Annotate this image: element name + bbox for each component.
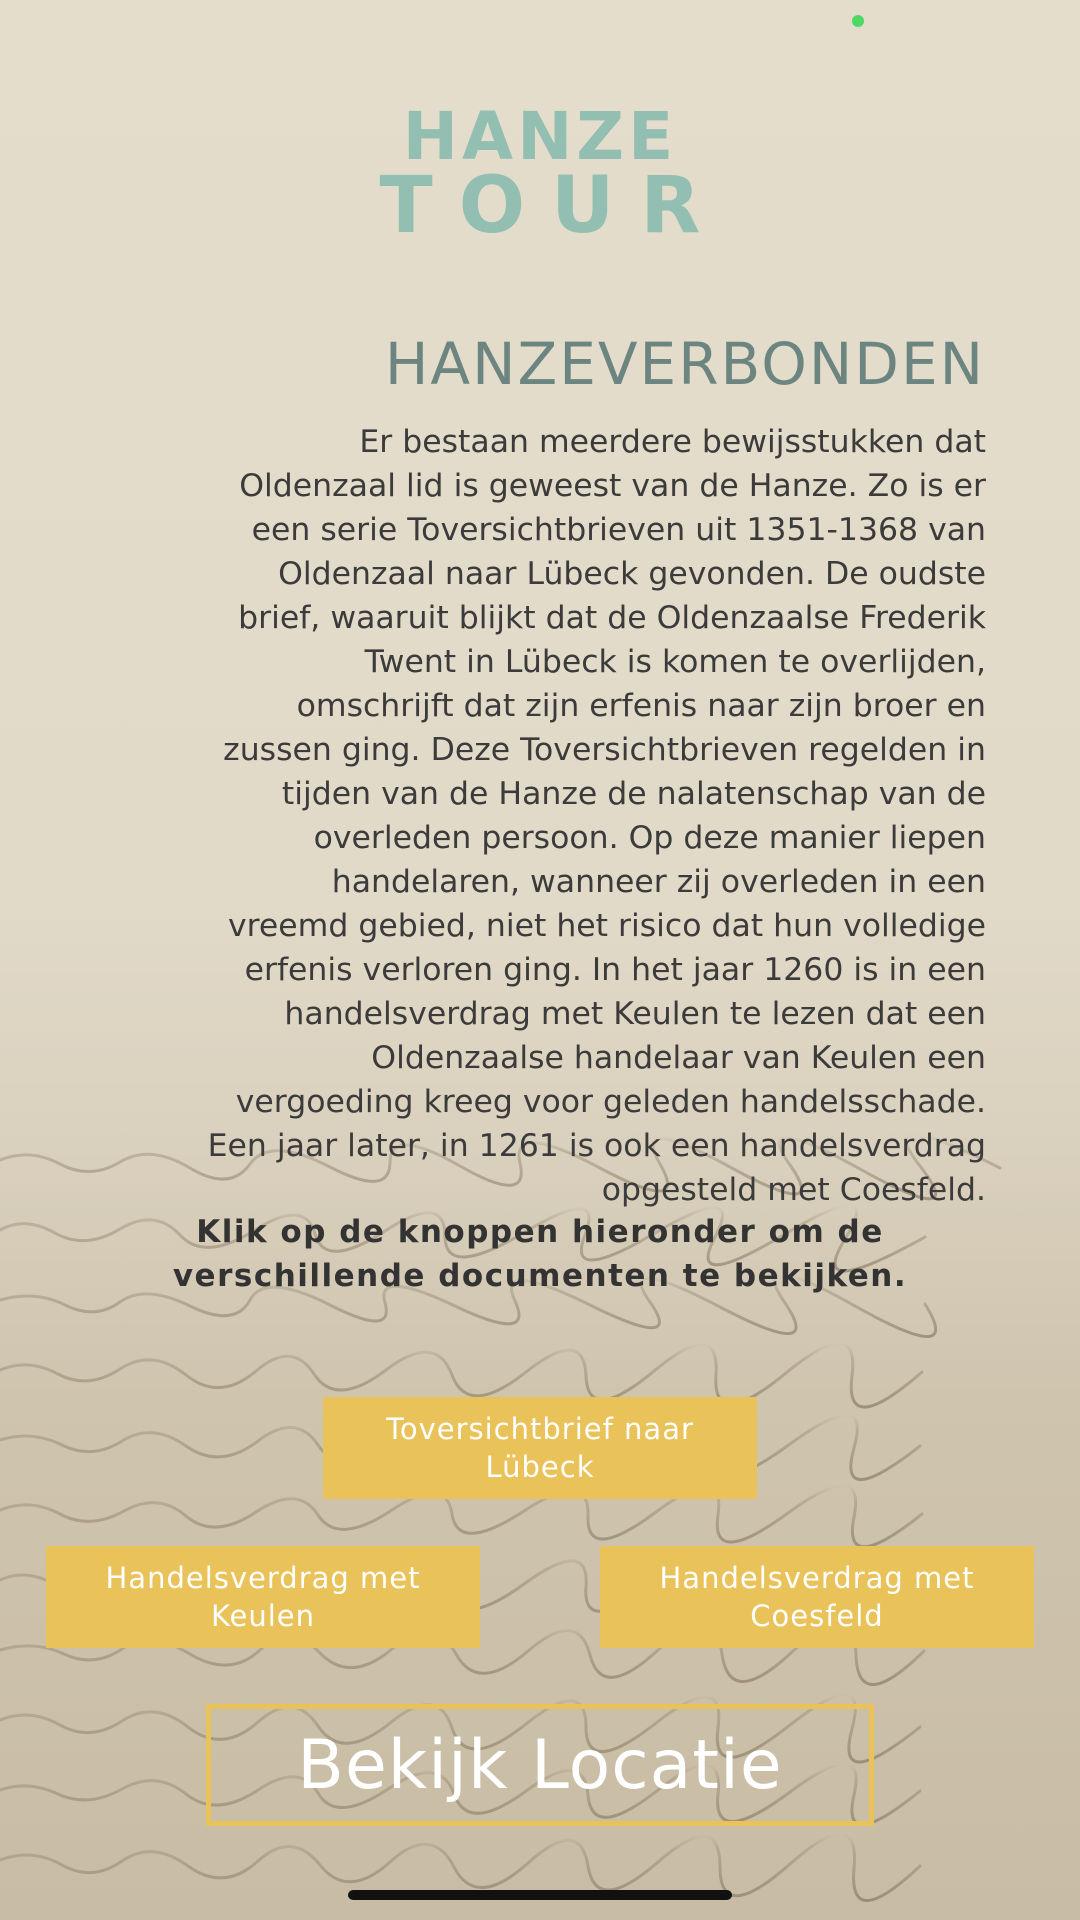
body-line: erfenis verloren ging. In het jaar 1260 is in een [244, 952, 986, 988]
status-dot-icon [852, 15, 864, 27]
button-label-line-2: Keulen [210, 1599, 316, 1633]
instruction-text [100, 1210, 980, 1298]
body-line: zussen ging. Deze Toversichtbrieven regelden in [223, 732, 986, 768]
body-line: handelaren, wanneer zij overleden in een [331, 864, 986, 900]
body-line: Oldenzaalse handelaar van Keulen een [371, 1040, 986, 1076]
instruction-line-2: verschillende documenten te bekijken. [172, 1258, 908, 1294]
body-line: handelsverdrag met Keulen te lezen dat een [284, 996, 986, 1032]
body-line: een serie Toversichtbrieven uit 1351-1368 van [251, 512, 986, 548]
button-label-line-2: Lübeck [485, 1450, 595, 1484]
handelsverdrag-coesfeld-button[interactable] [600, 1546, 1034, 1648]
home-indicator[interactable] [348, 1890, 732, 1900]
body-line: vergoeding kreeg voor geleden handelsschade. [235, 1084, 986, 1120]
hanze-tour-logo [0, 98, 1080, 251]
body-line: Twent in Lübeck is komen te overlijden, [364, 644, 986, 680]
body-line: Oldenzaal naar Lübeck gevonden. De oudste [278, 556, 986, 592]
body-line: opgesteld met Coesfeld. [601, 1172, 986, 1208]
body-line: Er bestaan meerdere bewijsstukken dat [359, 424, 986, 460]
body-text [100, 420, 986, 1212]
logo-line-2: TOUR [379, 161, 727, 251]
body-line: vreemd gebied, niet het risico dat hun volledige [228, 908, 986, 944]
body-line: Een jaar later, in 1261 is ook een handelsverdrag [207, 1128, 986, 1164]
body-line: tijden van de Hanze de nalatenschap van de [281, 776, 986, 812]
body-line: omschrijft dat zijn erfenis naar zijn broer en [296, 688, 986, 724]
toversichtbrief-lubeck-button[interactable] [323, 1397, 757, 1499]
button-label-line-1: Handelsverdrag met [659, 1561, 975, 1595]
body-line: Oldenzaal lid is geweest van de Hanze. Zo is er [239, 468, 986, 504]
button-label-line-1: Handelsverdrag met [105, 1561, 421, 1595]
bekijk-locatie-label: Bekijk Locatie [297, 1725, 783, 1805]
page-title: HANZEVERBONDEN [384, 330, 985, 398]
body-line: brief, waaruit blijkt dat de Oldenzaalse Frederik [238, 600, 986, 636]
bekijk-locatie-button[interactable] [206, 1704, 874, 1826]
instruction-line-1: Klik op de knoppen hieronder om de [196, 1214, 884, 1250]
button-label-line-1: Toversichtbrief naar [386, 1412, 694, 1446]
button-label-line-2: Coesfeld [750, 1599, 884, 1633]
handelsverdrag-keulen-button[interactable] [46, 1546, 480, 1648]
body-line: overleden persoon. Op deze manier liepen [313, 820, 986, 856]
logo-line-1: HANZE [402, 98, 678, 175]
